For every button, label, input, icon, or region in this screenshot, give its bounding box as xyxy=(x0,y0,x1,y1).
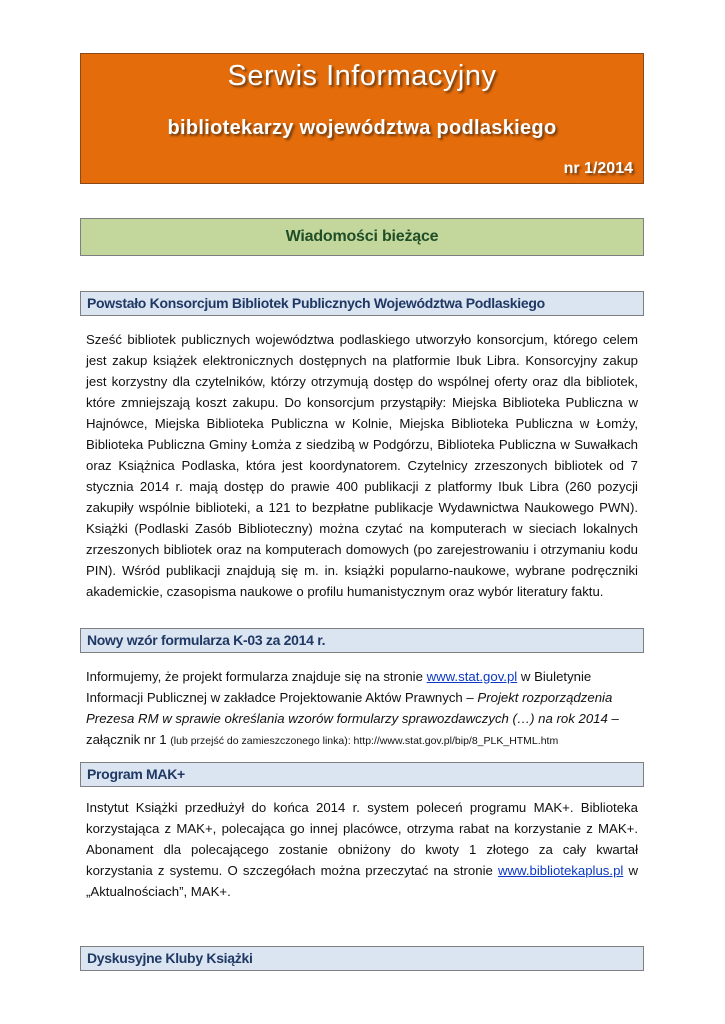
k03-intro-text: Informujemy, że projekt formularza znajduje się na stronie xyxy=(86,669,427,684)
k03-after-link-text: w Biuletynie Informacji Publicznej w zakładce Projektowanie Aktów Prawnych – xyxy=(86,669,592,705)
section-body-k03-form xyxy=(86,666,638,752)
bibliotekaplus-link[interactable]: www.bibliotekaplus.pl xyxy=(497,863,624,878)
section-heading-k03-form: Nowy wzór formularza K-03 za 2014 r. xyxy=(80,628,644,653)
section-heading-consortium: Powstało Konsorcjum Bibliotek Publicznych Województwa Podlaskiego xyxy=(80,291,644,316)
mak-plus-after-link-text: w „Aktualnościach”, MAK+. xyxy=(86,863,639,899)
masthead-banner xyxy=(80,53,644,184)
section-heading-mak-plus: Program MAK+ xyxy=(80,762,644,787)
current-news-header: Wiadomości bieżące xyxy=(80,218,644,256)
masthead-title: Serwis Informacyjny xyxy=(227,60,497,92)
section-body-mak-plus xyxy=(86,797,638,902)
masthead-subtitle: bibliotekarzy województwa podlaskiego xyxy=(167,117,557,139)
k03-link-note: (lub przejść do zamieszczonego linka): http://www.stat.gov.pl/bip/8_PLK_HTML.htm xyxy=(170,735,559,747)
mak-plus-body-text: Instytut Książki przedłużył do końca 2014 r. system poleceń programu MAK+. Biblioteka korzystająca z MAK+, polecająca go innej placówce, otrzyma rabat na korzystanie z MAK+. Abonament dla polecającego zostanie obniżony do kwoty 1 złotego za cały kwartał korzystania z systemu. O szczegółach można przeczytać na stronie xyxy=(86,800,638,878)
issue-number: nr 1/2014 xyxy=(563,160,633,177)
section-body-consortium: Sześć bibliotek publicznych województwa podlaskiego utworzyło konsorcjum, którego celem jest zakup książek elektronicznych dostępnych na platformie Ibuk Libra. Konsorcyjny zakup jest korzystny dla czytelników, którzy otrzymują dostęp do wspólnej oferty oraz dla bibliotek, które zmniejszają koszt zakupu. Do konsorcjum przystąpiły: Miejska Biblioteka Publiczna w Hajnówce, Miejska Biblioteka Publiczna w Kolnie, Miejska Biblioteka Publiczna w Łomży, Biblioteka Publiczna Gminy Łomża z siedzibą w Podgórzu, Biblioteka Publiczna w Suwałkach oraz Książnica Podlaska, która jest koordynatorem. Czytelnicy zrzeszonych bibliotek od 7 stycznia 2014 r. mają dostęp do prawie 400 publikacji z platformy Ibuk Libra (260 pozycji zakupiły wspólnie biblioteki, a 121 to bezpłatne publikacje Wydawnictwa Naukowego PWN). Książki (Podlaski Zasób Biblioteczny) można czytać na komputerach w sieciach lokalnych zrzeszonych bibliotek oraz na komputerach domowych (po zarejestrowaniu i otrzymaniu kodu PIN). Wśród publikacji znajdują się m. in. książki popularno-naukowe, wybrane podręczniki akademickie, czasopisma naukowe o profilu humanistycznym oraz wybór literatury faktu. xyxy=(86,332,638,599)
stat-gov-link[interactable]: www.stat.gov.pl xyxy=(426,669,518,684)
section-heading-book-clubs: Dyskusyjne Kluby Książki xyxy=(80,946,644,971)
k03-regulation-title: Projekt rozporządzenia Prezesa RM w sprawie określania wzorów formularzy sprawozdawczych (…) na rok 2014 xyxy=(86,690,613,726)
k03-attachment-text: – załącznik nr 1 xyxy=(86,711,619,747)
